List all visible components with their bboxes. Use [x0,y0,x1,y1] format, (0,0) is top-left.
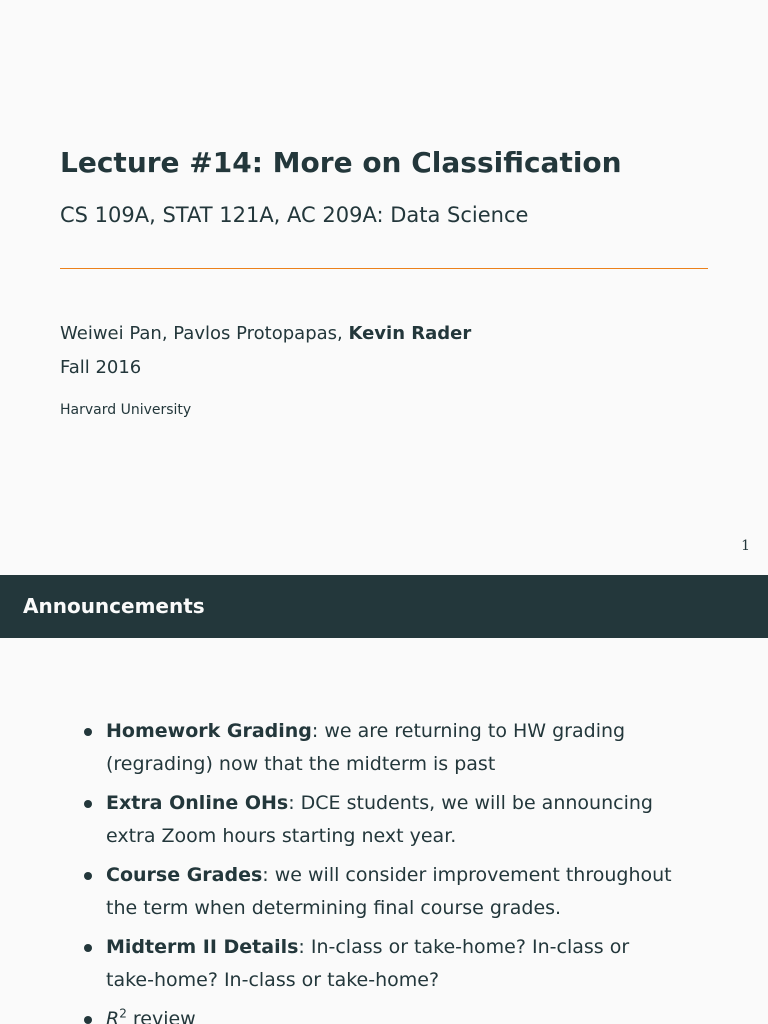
item-text-continued: take-home? In-class or take-home? [106,969,440,991]
item-text: : we are returning to HW grading [311,720,626,742]
announcements-list [0,638,768,1024]
item-text-continued: (regrading) now that the midterm is past [106,753,496,775]
list-item [106,1003,706,1024]
lecture-date: Fall 2016 [60,357,142,378]
item-text-continued: extra Zoom hours starting next year. [106,825,457,847]
item-heading: Course Grades [106,864,263,886]
title-divider [60,268,708,269]
authors-line [60,323,471,344]
bullet-icon [84,800,92,808]
page-number: 1 [741,538,750,554]
item-text: : DCE students, we will be announcing [288,792,653,814]
bullet-icon [84,1016,92,1024]
course-subtitle: CS 109A, STAT 121A, AC 209A: Data Science [60,203,529,227]
list-item [106,931,706,997]
item-text: review [126,1008,196,1024]
authors-plain: Weiwei Pan, Pavlos Protopapas, [60,323,349,344]
frame-title-bar [0,575,768,638]
bullet-icon [84,872,92,880]
item-heading: Homework Grading [106,720,312,742]
list-item [106,859,706,925]
r-symbol: R [106,1008,120,1024]
bullet-icon [84,944,92,952]
item-heading: Midterm II Details [106,936,299,958]
list-item [106,715,706,781]
bullet-icon [84,728,92,736]
item-heading: Extra Online OHs [106,792,289,814]
list-item [106,787,706,853]
frame-title: Announcements [23,594,205,618]
institute: Harvard University [60,402,192,418]
item-text: : In-class or take-home? In-class or [298,936,630,958]
item-text: : we will consider improvement throughout [262,864,672,886]
author-highlighted: Kevin Rader [348,323,472,344]
r-superscript: 2 [119,1006,127,1021]
item-text-continued: the term when determining final course grades. [106,897,562,919]
lecture-title: Lecture #14: More on Classification [60,146,622,179]
